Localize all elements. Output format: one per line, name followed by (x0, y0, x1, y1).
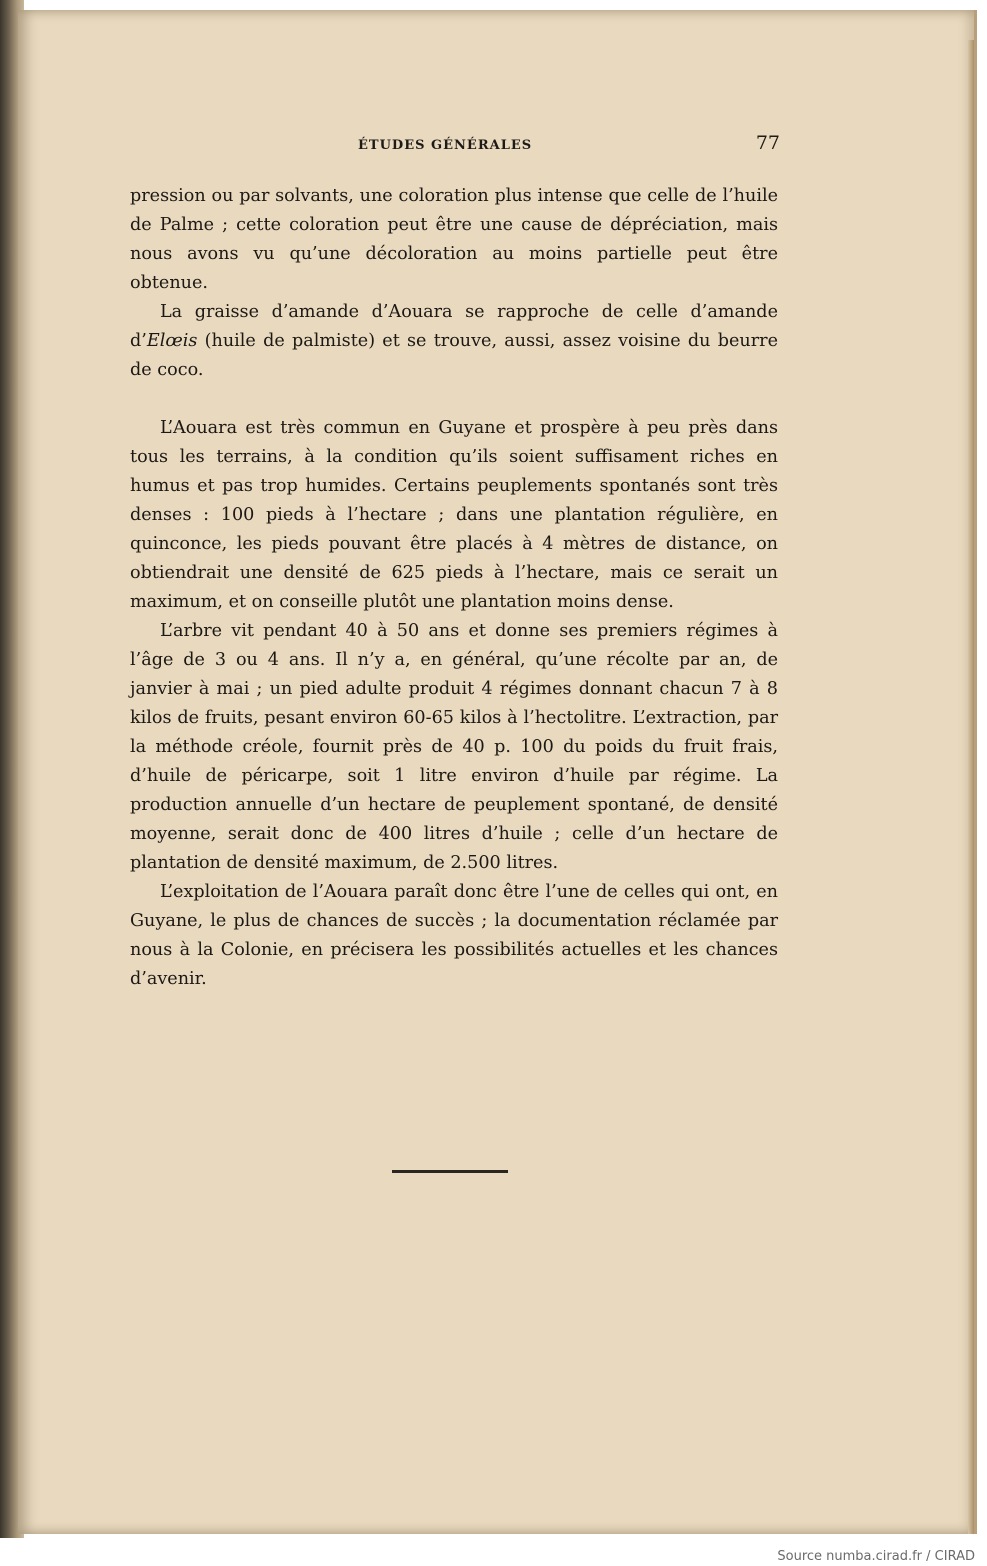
paragraph-2 (130, 298, 778, 385)
page-number: 77 (755, 132, 780, 154)
section-end-rule (392, 1170, 508, 1173)
paragraph-1: pression ou par solvants, une coloration plus intense que celle de l’huile de Palme ; cette coloration peut être une cause de dépréciation, mais nous avons vu qu’une décoloration au moins partielle peut être obtenue. (130, 186, 778, 293)
paragraph-3: L’Aouara est très commun en Guyane et prospère à peu près dans tous les terrains, à la condition qu’ils soient suffisament riches en humus et pas trop humides. Certains peuplements spontanés sont très denses : 100 pieds à l’hectare ; dans une plantation régulière, en quinconce, les pieds pouvant être placés à 4 mètres de distance, on obtiendrait une densité de 625 pieds à l’hectare, mais ce serait un maximum, et on conseille plutôt une plantation moins dense. (130, 418, 778, 612)
paragraph-2-italic: Elœis (146, 331, 198, 351)
running-head (128, 126, 780, 166)
paragraph-2-prefix: La graisse d’amande d’Aouara se rapproche de celle d’amande d’ (130, 302, 778, 351)
page-edge (968, 40, 974, 1534)
running-title: ÉTUDES GÉNÉRALES (358, 138, 533, 153)
paragraph-2-suffix: (huile de palmiste) et se trouve, aussi, assez voisine du beurre de coco. (130, 331, 778, 380)
paragraph-4: L’arbre vit pendant 40 à 50 ans et donne ses premiers régimes à l’âge de 3 ou 4 ans. Il n’y a, en général, qu’une récolte par an, de janvier à mai ; un pied adulte produit 4 régimes donnant chacun 7 à 8 kilos de fruits, pesant environ 60-65 kilos à l’hectolitre. L’extraction, par la méthode créole, fournit près de 40 p. 100 du poids du fruit frais, d’huile de péricarpe, soit 1 litre environ d’huile par régime. La production annuelle d’un hectare de peuplement spontané, de densité moyenne, serait donc de 400 litres d’huile ; celle d’un hectare de plantation de densité maximum, de 2.500 litres. (130, 621, 778, 873)
paragraph-5: L’exploitation de l’Aouara paraît donc être l’une de celles qui ont, en Guyane, le plus de chances de succès ; la documentation réclamée par nous à la Colonie, en précisera les possibilités actuelles et les chances d’avenir. (130, 882, 778, 989)
source-credit: Source numba.cirad.fr / CIRAD (777, 1549, 975, 1564)
body-text (130, 182, 778, 994)
